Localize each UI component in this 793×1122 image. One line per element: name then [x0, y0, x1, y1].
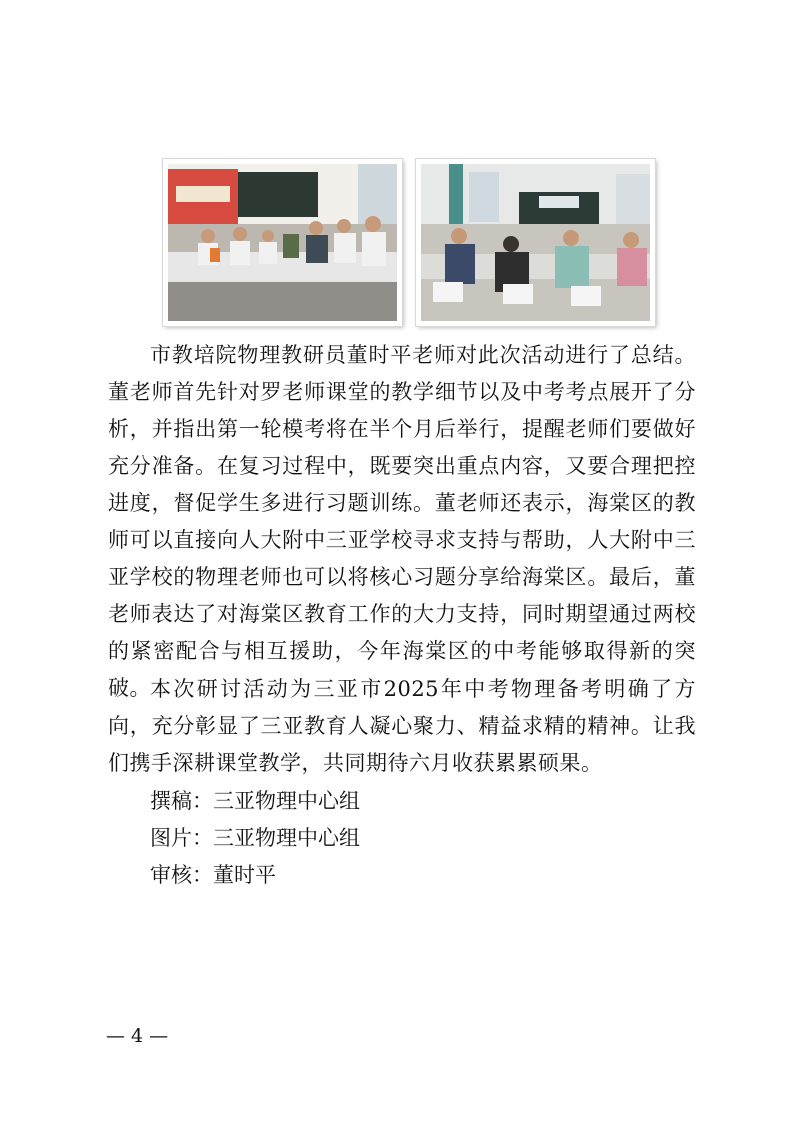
photo-credit: 图片：三亚物理中心组 [150, 826, 360, 850]
conclusion-paragraph: 本次研讨活动为三亚市2025年中考物理备考明确了方向，充分彰显了三亚教育人凝心聚力、精益求精的精神。让我们携手深耕课堂教学，共同期待六月收获累累硕果。 [108, 677, 696, 775]
author-credit: 撰稿：三亚物理中心组 [150, 789, 360, 813]
classroom-photo [416, 159, 655, 326]
summary-paragraph: 市教培院物理教研员董时平老师对此次活动进行了总结。董老师首先针对罗老师课堂的教学细节以及中考考点展开了分析，并指出第一轮模考将在半个月后举行，提醒老师们要做好充分准备。在复习过程中，既要突出重点内容，又要合理把控进度，督促学生多进行习题训练。董老师还表示，海棠区的教师可以直接向人大附中三亚学校寻求支持与帮助，人大附中三亚学校的物理老师也可以将核心习题分享给海棠区。最后，董老师表达了对海棠区教育工作的大力支持，同时期望通过两校的紧密配合与相互援助，今年海棠区的中考能够取得新的突破。 [108, 343, 696, 700]
meeting-photo [163, 159, 402, 326]
review-credit: 审核：董时平 [150, 863, 276, 887]
meeting-photo-icon [168, 164, 397, 321]
page-number: — 4 — [106, 1025, 169, 1047]
classroom-photo-icon [421, 164, 650, 321]
